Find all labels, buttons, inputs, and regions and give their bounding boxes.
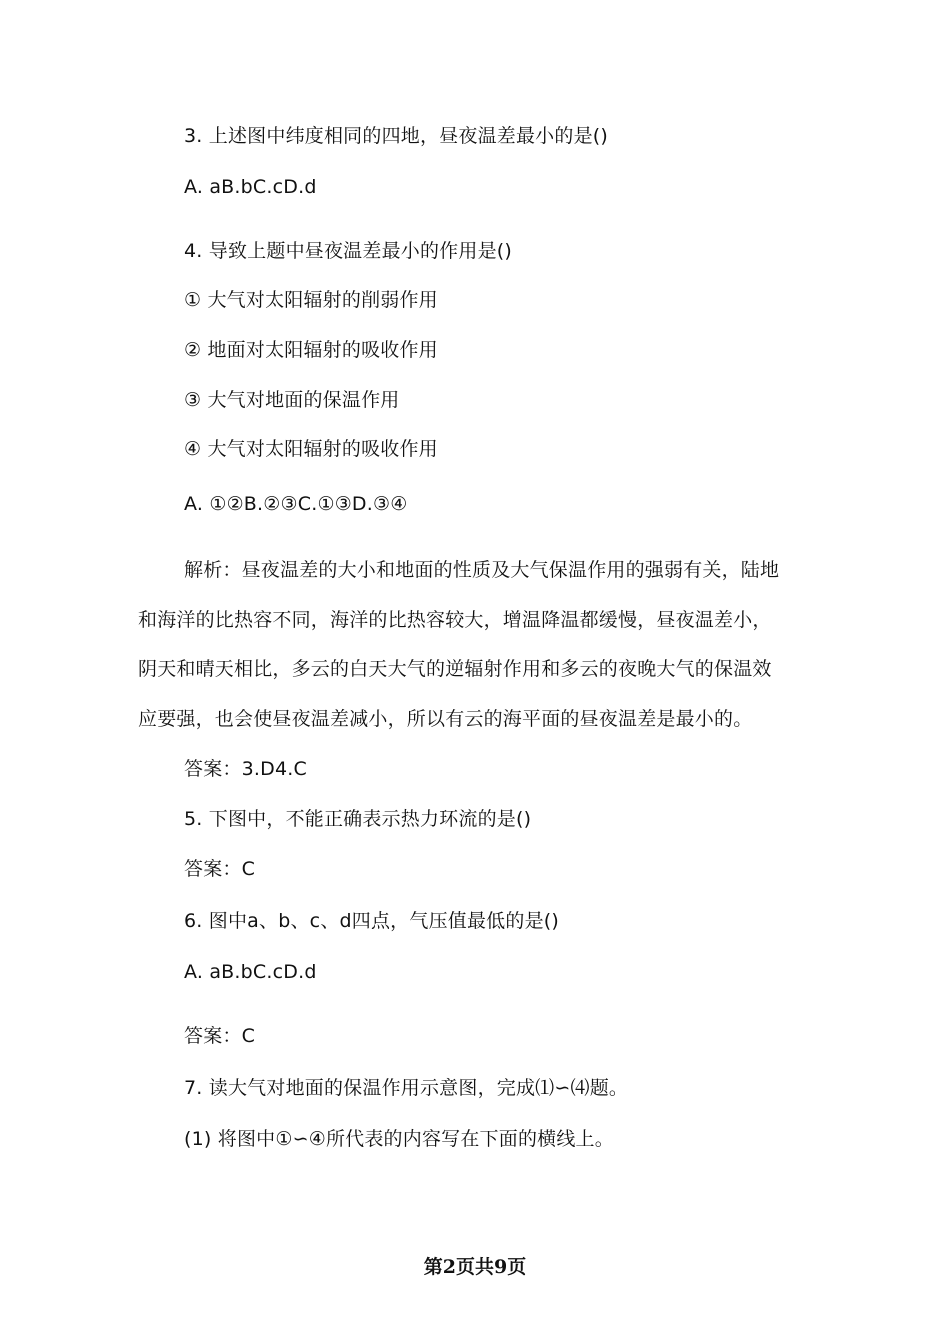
question-3-options: A. aB.bC.cD.d bbox=[184, 176, 317, 198]
question-5: 5. 下图中，不能正确表示热力环流的是() bbox=[184, 808, 532, 830]
question-4-item-3: ③ 大气对地面的保温作用 bbox=[184, 389, 400, 411]
analysis-line-3: 阴天和晴天相比，多云的白天大气的逆辐射作用和多云的夜晚大气的保温效 bbox=[138, 658, 772, 680]
question-7-part-1: (1) 将图中①∽④所代表的内容写在下面的横线上。 bbox=[184, 1128, 614, 1150]
question-4-item-4: ④ 大气对太阳辐射的吸收作用 bbox=[184, 438, 438, 460]
question-4: 4. 导致上题中昼夜温差最小的作用是() bbox=[184, 240, 512, 262]
answer-3-4: 答案：3.D4.C bbox=[184, 758, 307, 780]
analysis-line-1: 解析：昼夜温差的大小和地面的性质及大气保温作用的强弱有关，陆地 bbox=[184, 559, 780, 581]
answer-6: 答案：C bbox=[184, 1025, 256, 1047]
question-4-item-2: ② 地面对太阳辐射的吸收作用 bbox=[184, 339, 438, 361]
analysis-line-2: 和海洋的比热容不同，海洋的比热容较大，增温降温都缓慢，昼夜温差小， bbox=[138, 609, 772, 631]
question-4-item-1: ① 大气对太阳辐射的削弱作用 bbox=[184, 289, 438, 311]
question-3: 3. 上述图中纬度相同的四地，昼夜温差最小的是() bbox=[184, 125, 608, 147]
page-footer: 第2页共9页 bbox=[423, 1256, 527, 1278]
answer-5: 答案：C bbox=[184, 858, 256, 880]
question-6-options: A. aB.bC.cD.d bbox=[184, 961, 317, 983]
question-7: 7. 读大气对地面的保温作用示意图，完成⑴∽⑷题。 bbox=[184, 1077, 629, 1099]
analysis-line-4: 应要强，也会使昼夜温差减小，所以有云的海平面的昼夜温差是最小的。 bbox=[138, 708, 753, 730]
question-4-options: A. ①②B.②③C.①③D.③④ bbox=[184, 493, 408, 515]
question-6: 6. 图中a、b、c、d四点，气压值最低的是() bbox=[184, 910, 560, 932]
